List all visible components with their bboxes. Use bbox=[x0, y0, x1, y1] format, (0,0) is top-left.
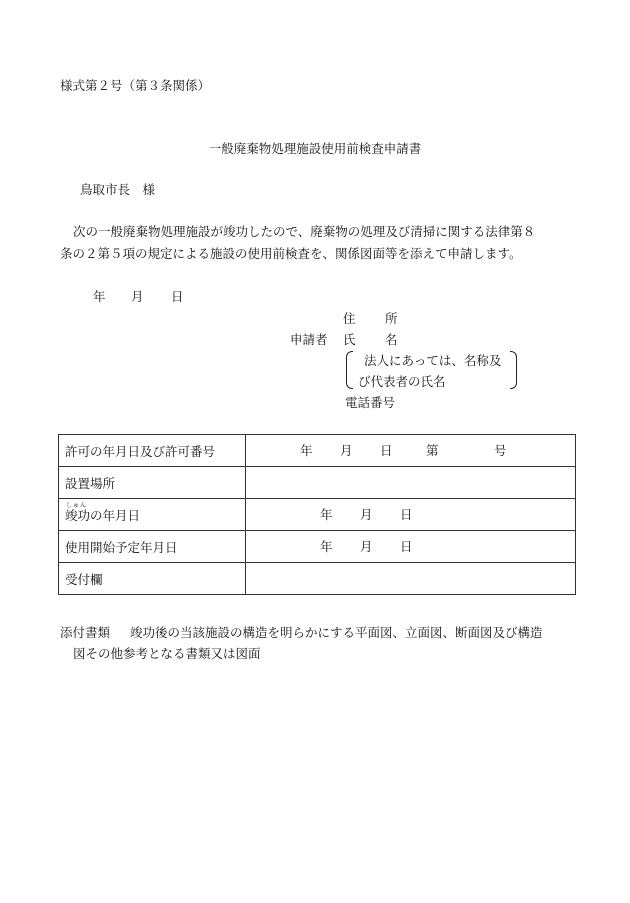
date-year-label: 年 bbox=[93, 289, 106, 304]
phone-label: 電話番号 bbox=[345, 395, 396, 410]
address-label-a: 住 bbox=[343, 311, 356, 326]
permit-day-label: 日 bbox=[380, 443, 393, 458]
table-row bbox=[59, 435, 576, 467]
completion-date-field[interactable] bbox=[246, 499, 576, 531]
permit-date-number-field[interactable] bbox=[246, 435, 576, 467]
completion-day-label: 日 bbox=[400, 507, 413, 522]
application-table bbox=[58, 434, 576, 595]
applicant-label: 申請者 bbox=[290, 332, 328, 347]
location-label: 設置場所 bbox=[59, 467, 246, 499]
permit-gou-label: 号 bbox=[494, 443, 507, 458]
completion-date-label bbox=[59, 499, 246, 531]
completion-ruby: しゅん bbox=[66, 501, 88, 509]
table-row bbox=[59, 467, 576, 499]
date-day-label: 日 bbox=[171, 289, 184, 304]
address-label-b: 所 bbox=[385, 311, 398, 326]
bracket-left bbox=[346, 351, 353, 389]
start-day-label: 日 bbox=[400, 539, 413, 554]
document-title: 一般廃棄物処理施設使用前検査申請書 bbox=[208, 141, 422, 156]
table-row bbox=[59, 499, 576, 531]
date-month-label: 月 bbox=[131, 289, 144, 304]
form-number: 様式第２号（第３条関係） bbox=[60, 78, 211, 93]
reception-field[interactable] bbox=[246, 563, 576, 595]
permit-dai-label: 第 bbox=[426, 443, 439, 458]
completion-month-label: 月 bbox=[360, 507, 373, 522]
completion-date-ruby-wrap bbox=[65, 501, 141, 523]
table-row bbox=[59, 531, 576, 563]
addressee: 鳥取市長 様 bbox=[80, 182, 156, 197]
body-line-1: 次の一般廃棄物処理施設が竣功したので、廃棄物の処理及び清掃に関する法律第８ bbox=[73, 224, 536, 239]
permit-month-label: 月 bbox=[340, 443, 353, 458]
name-label-b: 名 bbox=[385, 332, 398, 347]
start-date-label: 使用開始予定年月日 bbox=[59, 531, 246, 563]
table-row bbox=[59, 563, 576, 595]
start-month-label: 月 bbox=[360, 539, 373, 554]
location-field[interactable] bbox=[246, 467, 576, 499]
reception-label: 受付欄 bbox=[59, 563, 246, 595]
attachments-line-1: 竣功後の当該施設の構造を明らかにする平面図、立面図、断面図及び構造 bbox=[130, 625, 543, 640]
start-year-label: 年 bbox=[320, 539, 333, 554]
body-line-2: 条の２第５項の規定による施設の使用前検査を、関係図面等を添えて申請します。 bbox=[60, 246, 522, 261]
bracket-right bbox=[510, 351, 517, 389]
corporate-note-line-2: び代表者の氏名 bbox=[358, 374, 446, 389]
completion-year-label: 年 bbox=[320, 507, 333, 522]
permit-year-label: 年 bbox=[300, 443, 313, 458]
attachments-label: 添付書類 bbox=[60, 625, 111, 640]
corporate-note-line-1: 法人にあっては、名称及 bbox=[364, 353, 502, 368]
start-date-field[interactable] bbox=[246, 531, 576, 563]
name-label-a: 氏 bbox=[343, 332, 356, 347]
permit-date-number-label: 許可の年月日及び許可番号 bbox=[59, 435, 246, 467]
attachments-line-2: 図その他参考となる書類又は図面 bbox=[73, 646, 261, 661]
completion-date-text: 竣功の年月日 bbox=[65, 507, 141, 523]
